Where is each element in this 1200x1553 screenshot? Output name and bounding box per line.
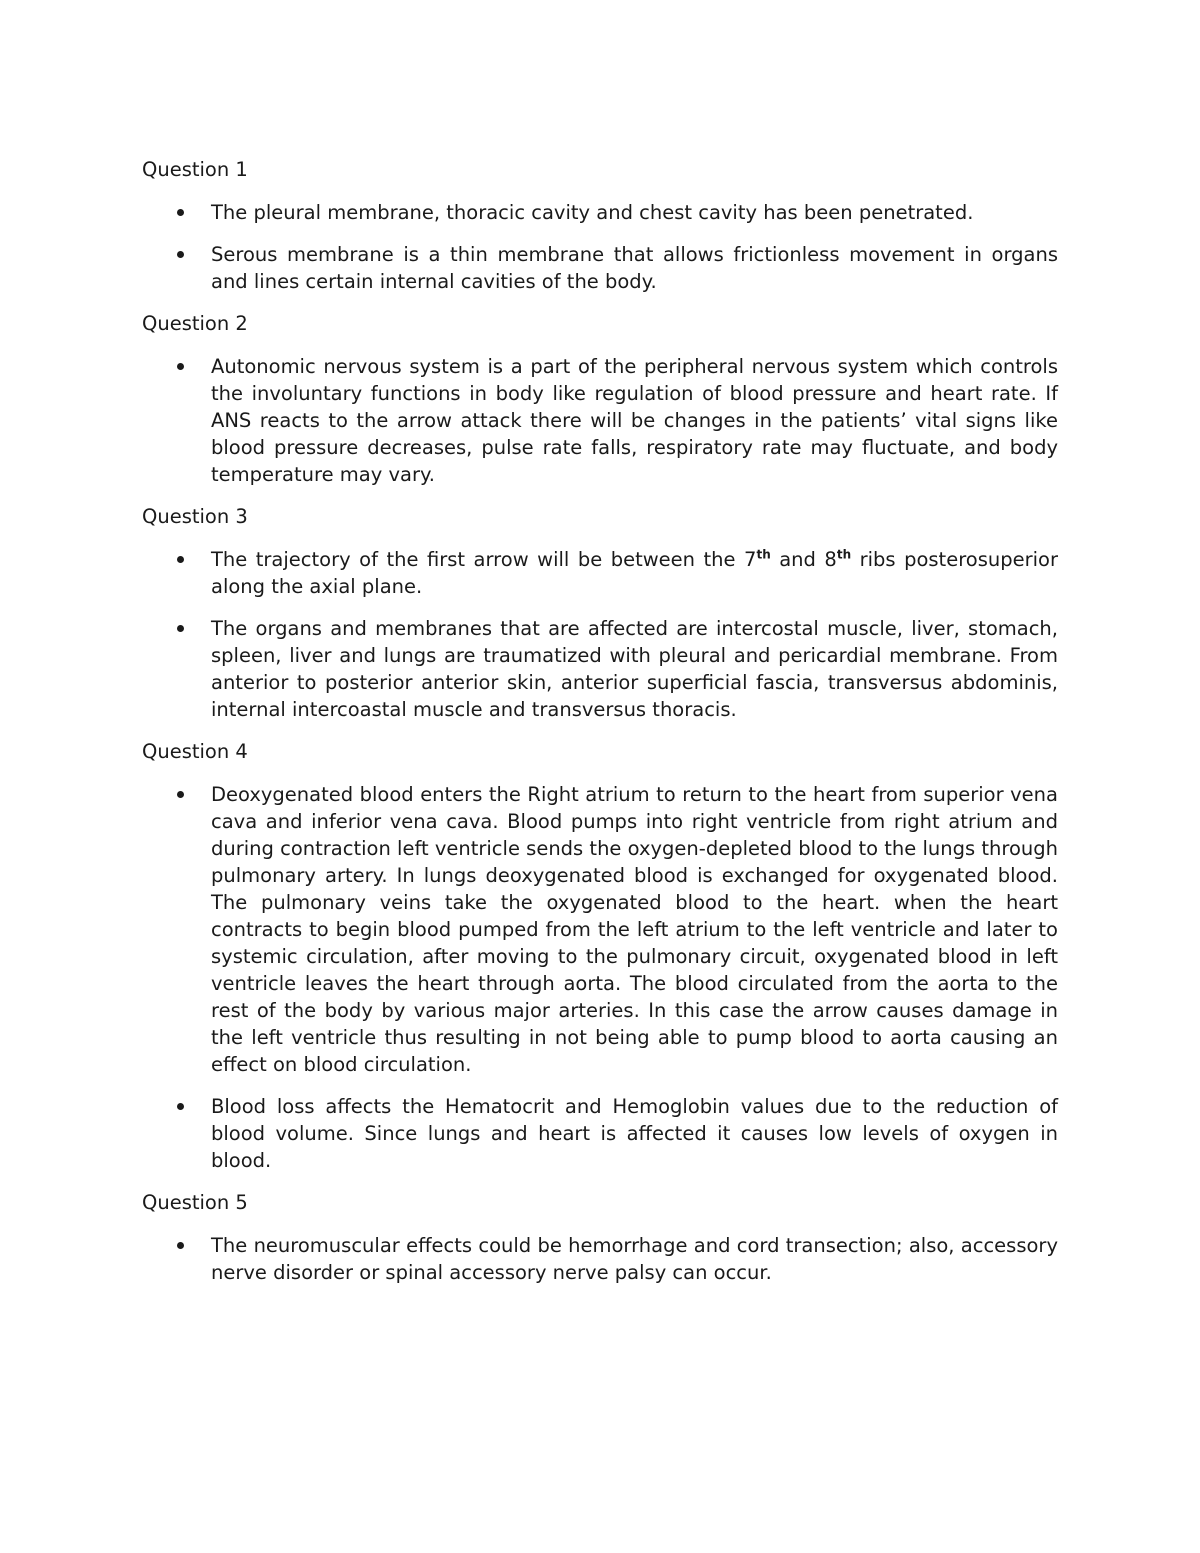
bullet-icon bbox=[175, 546, 185, 573]
text-run: ribs posterosuperior along the axial plane. bbox=[211, 548, 1058, 598]
list-item bbox=[142, 199, 1058, 226]
bullet-text: Serous membrane is a thin membrane that allows frictionless movement in organs and lines certain internal cavities of the body. bbox=[211, 243, 1058, 293]
question-heading: Question 1 bbox=[142, 158, 248, 181]
bullet-list bbox=[142, 546, 1058, 723]
bullet-text: The organs and membranes that are affected are intercostal muscle, liver, stomach, spleen, liver and lungs are traumatized with pleural and pericardial membrane. From anterior to posterior anterior skin, anterior superficial fascia, transversus abdominis, internal intercoastal muscle and transversus thoracis. bbox=[211, 617, 1058, 721]
text-run: and 8 bbox=[770, 548, 837, 571]
question-heading: Question 3 bbox=[142, 505, 248, 528]
question-2-section bbox=[142, 310, 1058, 488]
bullet-text: Autonomic nervous system is a part of the peripheral nervous system which controls the involuntary functions in body like regulation of blood pressure and heart rate. If ANS reacts to the arrow attack there will be changes in the patients’ vital signs like blood pressure decreases, pulse rate falls, respiratory rate may fluctuate, and body temperature may vary. bbox=[211, 355, 1058, 486]
question-heading: Question 5 bbox=[142, 1191, 248, 1214]
bullet-icon bbox=[175, 1093, 185, 1120]
bullet-text: Blood loss affects the Hematocrit and Hemoglobin values due to the reduction of blood volume. Since lungs and heart is affected it causes low levels of oxygen in blood. bbox=[211, 1095, 1058, 1172]
list-item bbox=[142, 241, 1058, 295]
question-5-section bbox=[142, 1189, 1058, 1286]
list-item bbox=[142, 615, 1058, 723]
bullet-icon bbox=[175, 241, 185, 268]
bullet-text: The neuromuscular effects could be hemorrhage and cord transection; also, accessory nerve disorder or spinal accessory nerve palsy can occur. bbox=[211, 1234, 1058, 1284]
question-1-section bbox=[142, 156, 1058, 295]
bullet-list bbox=[142, 1232, 1058, 1286]
list-item bbox=[142, 353, 1058, 488]
bullet-icon bbox=[175, 1232, 185, 1259]
bullet-list bbox=[142, 199, 1058, 295]
bullet-text: Deoxygenated blood enters the Right atrium to return to the heart from superior vena cava and inferior vena cava. Blood pumps into right ventricle from right atrium and during contraction left ventricle sends the oxygen-depleted blood to the lungs through pulmonary artery. In lungs deoxygenated blood is exchanged for oxygenated blood. The pulmonary veins take the oxygenated blood to the heart. when the heart contracts to begin blood pumped from the left atrium to the left ventricle and later to systemic circulation, after moving to the pulmonary circuit, oxygenated blood in left ventricle leaves the heart through aorta. The blood circulated from the aorta to the rest of the body by various major arteries. In this case the arrow causes damage in the left ventricle thus resulting in not being able to pump blood to aorta causing an effect on blood circulation. bbox=[211, 783, 1058, 1076]
bullet-icon bbox=[175, 199, 185, 226]
superscript: th bbox=[836, 547, 852, 562]
list-item bbox=[142, 546, 1058, 600]
bullet-icon bbox=[175, 781, 185, 808]
question-4-section bbox=[142, 738, 1058, 1174]
document-content bbox=[142, 156, 1058, 1301]
bullet-list bbox=[142, 781, 1058, 1174]
question-heading: Question 2 bbox=[142, 312, 248, 335]
list-item bbox=[142, 781, 1058, 1078]
bullet-icon bbox=[175, 615, 185, 642]
bullet-text bbox=[211, 548, 1058, 598]
list-item bbox=[142, 1093, 1058, 1174]
text-run: The trajectory of the first arrow will be between the 7 bbox=[211, 548, 757, 571]
bullet-icon bbox=[175, 353, 185, 380]
list-item bbox=[142, 1232, 1058, 1286]
question-3-section bbox=[142, 503, 1058, 723]
bullet-list bbox=[142, 353, 1058, 488]
bullet-text: The pleural membrane, thoracic cavity and chest cavity has been penetrated. bbox=[211, 201, 974, 224]
superscript: th bbox=[756, 547, 771, 562]
question-heading: Question 4 bbox=[142, 740, 248, 763]
